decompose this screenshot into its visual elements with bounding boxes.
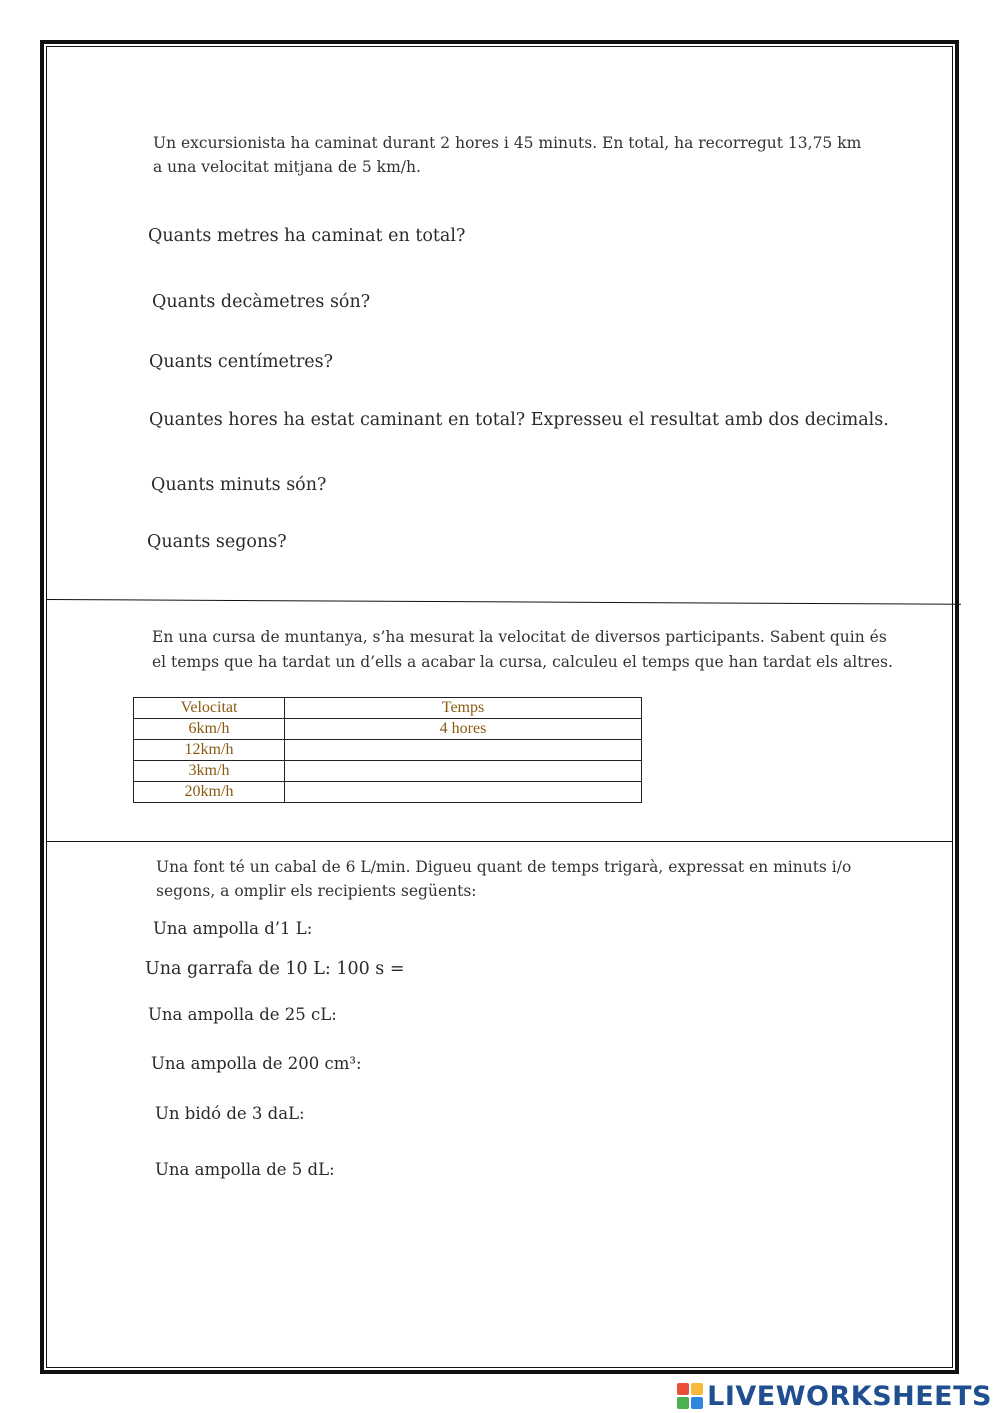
table-row xyxy=(134,761,642,782)
logo-square-blue xyxy=(691,1397,703,1409)
table-row xyxy=(134,740,642,761)
table-cell-velocity: 6km/h xyxy=(134,719,285,740)
table-cell-time-answer[interactable] xyxy=(285,740,642,761)
logo-square-yellow xyxy=(691,1383,703,1395)
table-cell-time: 4 hores xyxy=(285,719,642,740)
section3-intro-line1: Una font té un cabal de 6 L/min. Digueu quant de temps trigarà, expressat en minuts i/o xyxy=(156,858,852,876)
table-cell-time-answer[interactable] xyxy=(285,782,642,803)
section-divider-2 xyxy=(46,841,952,842)
section2-intro-line1: En una cursa de muntanya, s’ha mesurat la velocitat de diversos participants. Sabent quin és xyxy=(152,628,887,646)
section3-intro-line2: segons, a omplir els recipients següents: xyxy=(156,882,477,900)
table-row xyxy=(134,719,642,740)
question-meters: Quants metres ha caminat en total? xyxy=(148,226,466,246)
logo-square-green xyxy=(677,1397,689,1409)
question-centimeters: Quants centímetres? xyxy=(149,352,334,372)
table-cell-velocity: 20km/h xyxy=(134,782,285,803)
liveworksheets-wordmark: LIVEWORKSHEETS xyxy=(707,1380,992,1412)
table-header-row xyxy=(134,698,642,719)
item-ampolla-200cm3: Una ampolla de 200 cm³: xyxy=(151,1054,362,1073)
item-ampolla-1l: Una ampolla d’1 L: xyxy=(153,919,313,938)
table-cell-velocity: 3km/h xyxy=(134,761,285,782)
table-header-velocitat: Velocitat xyxy=(134,698,285,719)
item-ampolla-25cl: Una ampolla de 25 cL: xyxy=(148,1005,337,1024)
question-seconds: Quants segons? xyxy=(147,532,287,552)
question-minutes: Quants minuts són? xyxy=(151,475,327,495)
section1-intro-line2: a una velocitat mitjana de 5 km/h. xyxy=(153,158,421,176)
item-bido-3dal: Un bidó de 3 daL: xyxy=(155,1104,305,1123)
table-cell-velocity: 12km/h xyxy=(134,740,285,761)
question-hours: Quantes hores ha estat caminant en total? Expresseu el resultat amb dos decimals. xyxy=(149,410,889,430)
section2-intro-line2: el temps que ha tardat un d’ells a acabar la cursa, calculeu el temps que han tardat els altres. xyxy=(152,653,893,671)
table-cell-time-answer[interactable] xyxy=(285,761,642,782)
table-row xyxy=(134,782,642,803)
liveworksheets-brand xyxy=(677,1381,992,1411)
item-garrafa-10l: Una garrafa de 10 L: 100 s = xyxy=(145,959,405,979)
velocity-time-table xyxy=(133,697,642,803)
liveworksheets-logo-icon xyxy=(677,1383,703,1409)
logo-square-red xyxy=(677,1383,689,1395)
table-header-temps: Temps xyxy=(285,698,642,719)
item-ampolla-5dl: Una ampolla de 5 dL: xyxy=(155,1160,335,1179)
section1-intro-line1: Un excursionista ha caminat durant 2 hores i 45 minuts. En total, ha recorregut 13,75 km xyxy=(153,134,862,152)
question-decameters: Quants decàmetres són? xyxy=(152,292,371,312)
